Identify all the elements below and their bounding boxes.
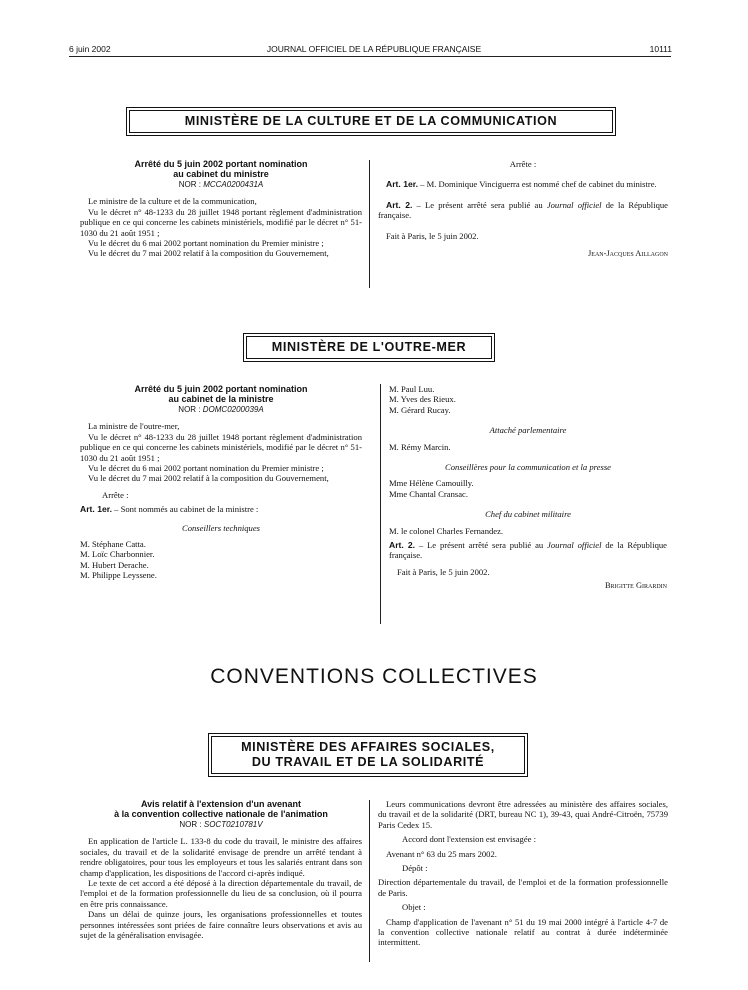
- paragraph: Vu le décret du 6 mai 2002 portant nomination du Premier ministre ;: [88, 463, 324, 474]
- ministry-title: MINISTÈRE DE L'OUTRE-MER: [246, 336, 492, 359]
- fait-a-paris: Fait à Paris, le 5 juin 2002.: [386, 230, 479, 241]
- decree-title: Arrêté du 5 juin 2002 portant nomination: [134, 159, 308, 169]
- list-item: M. Gérard Rucay.: [389, 404, 451, 415]
- attache-heading: Attaché parlementaire: [489, 425, 567, 436]
- presse-heading: Conseillères pour la communication et la presse: [445, 462, 611, 473]
- ministry-box-affaires-sociales: [208, 733, 528, 777]
- ministry-box-outre-mer: [243, 333, 495, 362]
- paragraph: Le ministre de la culture et de la communication,: [88, 196, 257, 207]
- militaire-heading: Chef du cabinet militaire: [485, 509, 571, 520]
- article-1: Art. 1er. – Sont nommés au cabinet de la ministre :: [80, 504, 259, 515]
- decree-subtitle: au cabinet du ministre: [173, 169, 269, 179]
- conseillers-list: [80, 539, 362, 581]
- depot: Direction départementale du travail, de l'emploi et de la formation professionnelle de Paris.: [378, 877, 668, 898]
- ministry-title-line-2: DU TRAVAIL ET DE LA SOLIDARITÉ: [251, 755, 485, 769]
- paragraph: Vu le décret du 7 mai 2002 relatif à la composition du Gouvernement,: [88, 473, 329, 484]
- s1-right-column: [378, 159, 668, 259]
- signature: Brigitte Girardin: [604, 581, 667, 591]
- ministry-title: [211, 736, 525, 774]
- notice-subtitle: à la convention collective nationale de l'animation: [114, 809, 328, 819]
- header-rule: [69, 56, 671, 57]
- decree-subtitle: au cabinet de la ministre: [168, 394, 274, 404]
- avenant: Avenant n° 63 du 25 mars 2002.: [386, 848, 497, 859]
- ministry-title-line-1: MINISTÈRE DES AFFAIRES SOCIALES,: [241, 740, 495, 754]
- column-divider: [380, 384, 381, 624]
- paragraph: Leurs communications devront être adressées au ministère des affaires sociales, du travail et de la solidarité (DRT, bureau NC 1), 39-43, quai André-Citroën, 75739 Paris Cedex 15.: [378, 799, 668, 830]
- paragraph: En application de l'article L. 133-8 du code du travail, le ministre des affaires sociales, du travail et de la solidarité envisage de prendre un arrêté tendant à rendre obligatoires, pour tous les employeurs et tous les salariés entrant dans son champ d'application, les dispositions de l'accord ci-après indiqué.: [80, 836, 362, 878]
- paragraph: Vu le décret n° 48-1233 du 28 juillet 1948 portant règlement d'administration publique en ce qui concerne les cabinets ministériels, modifié par le décret n° 51-1030 du 21 août 1951 ;: [80, 206, 362, 238]
- s1-left-column: [80, 159, 362, 259]
- paragraph: Vu le décret du 6 mai 2002 portant nomination du Premier ministre ;: [88, 238, 324, 249]
- list-item: M. Hubert Derache.: [80, 559, 149, 570]
- header-title: JOURNAL OFFICIEL DE LA RÉPUBLIQUE FRANÇAISE: [266, 44, 482, 54]
- ministry-box-culture: [126, 107, 616, 136]
- fait-a-paris: Fait à Paris, le 5 juin 2002.: [397, 566, 490, 577]
- list-item: M. Stéphane Catta.: [80, 539, 146, 550]
- article-2: Art. 2. – Le présent arrêté sera publié au Journal officiel de la République française.: [378, 199, 668, 221]
- paragraph: Dans un délai de quinze jours, les organisations professionnelles et toutes personnes intéressées sont priées de faire connaître leurs observations et avis au sujet de la généralisation envisagée.: [80, 909, 362, 941]
- nor-reference: NOR : SOCT0210781V: [179, 820, 263, 829]
- s2-right-column: [389, 384, 667, 592]
- signature: Jean-Jacques Aillagon: [588, 249, 668, 259]
- conventions-heading: CONVENTIONS COLLECTIVES: [210, 665, 538, 688]
- article-1: Art. 1er. – M. Dominique Vinciguerra est nommé chef de cabinet du ministre.: [386, 179, 657, 190]
- header-page-number: 10111: [649, 44, 672, 54]
- objet: Champ d'application de l'avenant n° 51 du 19 mai 2000 intégré à l'article 4-7 de la convention collective nationale relatif au contrat à durée indéterminée intermittent.: [378, 916, 668, 948]
- paragraph: La ministre de l'outre-mer,: [88, 421, 180, 432]
- list-item: M. Philippe Leyssene.: [80, 570, 157, 581]
- depot-heading: Dépôt :: [402, 863, 428, 874]
- nor-reference: NOR : DOMC0200039A: [178, 405, 264, 414]
- names-list: [389, 384, 667, 415]
- nor-reference: NOR : MCCA0200431A: [178, 180, 264, 189]
- header-date: 6 juin 2002: [69, 44, 111, 54]
- list-item: M. Yves des Rieux.: [389, 394, 456, 405]
- paragraph: Vu le décret du 7 mai 2002 relatif à la composition du Gouvernement,: [88, 248, 329, 259]
- s2-left-column: [80, 384, 362, 581]
- arrete-heading: Arrête :: [102, 489, 129, 500]
- list-item: Mme Chantal Cransac.: [389, 488, 468, 499]
- arrete-heading: Arrête :: [509, 159, 537, 169]
- decree-title: Arrêté du 5 juin 2002 portant nomination: [134, 384, 308, 394]
- s3-right-column: [378, 799, 668, 948]
- column-divider: [369, 800, 370, 962]
- column-divider: [369, 160, 370, 288]
- list-item: M. Loïc Charbonnier.: [80, 549, 155, 560]
- list-item: M. Rémy Marcin.: [389, 441, 451, 452]
- list-item: M. Paul Luu.: [389, 384, 435, 394]
- conseillers-heading: Conseillers techniques: [181, 522, 261, 533]
- list-item: M. le colonel Charles Fernandez.: [389, 525, 504, 536]
- ministry-title: MINISTÈRE DE LA CULTURE ET DE LA COMMUNICATION: [129, 110, 613, 133]
- s3-left-column: [80, 799, 362, 940]
- objet-heading: Objet :: [402, 902, 426, 913]
- presse-list: [389, 478, 667, 499]
- article-2: Art. 2. – Le présent arrêté sera publié au Journal officiel de la République française.: [389, 540, 667, 561]
- accord-heading: Accord dont l'extension est envisagée :: [402, 834, 536, 845]
- notice-title: Avis relatif à l'extension d'un avenant: [141, 799, 301, 809]
- paragraph: Vu le décret n° 48-1233 du 28 juillet 1948 portant règlement d'administration publique en ce qui concerne les cabinets ministériels, modifié par le décret n° 51-1030 du 21 août 1951 ;: [80, 431, 362, 463]
- paragraph: Le texte de cet accord a été déposé à la direction départementale du travail, de l'emploi et de la formation professionnelle du lieu de sa conclusion, où il pourra en être pris connaissance.: [80, 878, 362, 909]
- list-item: Mme Hélène Camouilly.: [389, 478, 474, 489]
